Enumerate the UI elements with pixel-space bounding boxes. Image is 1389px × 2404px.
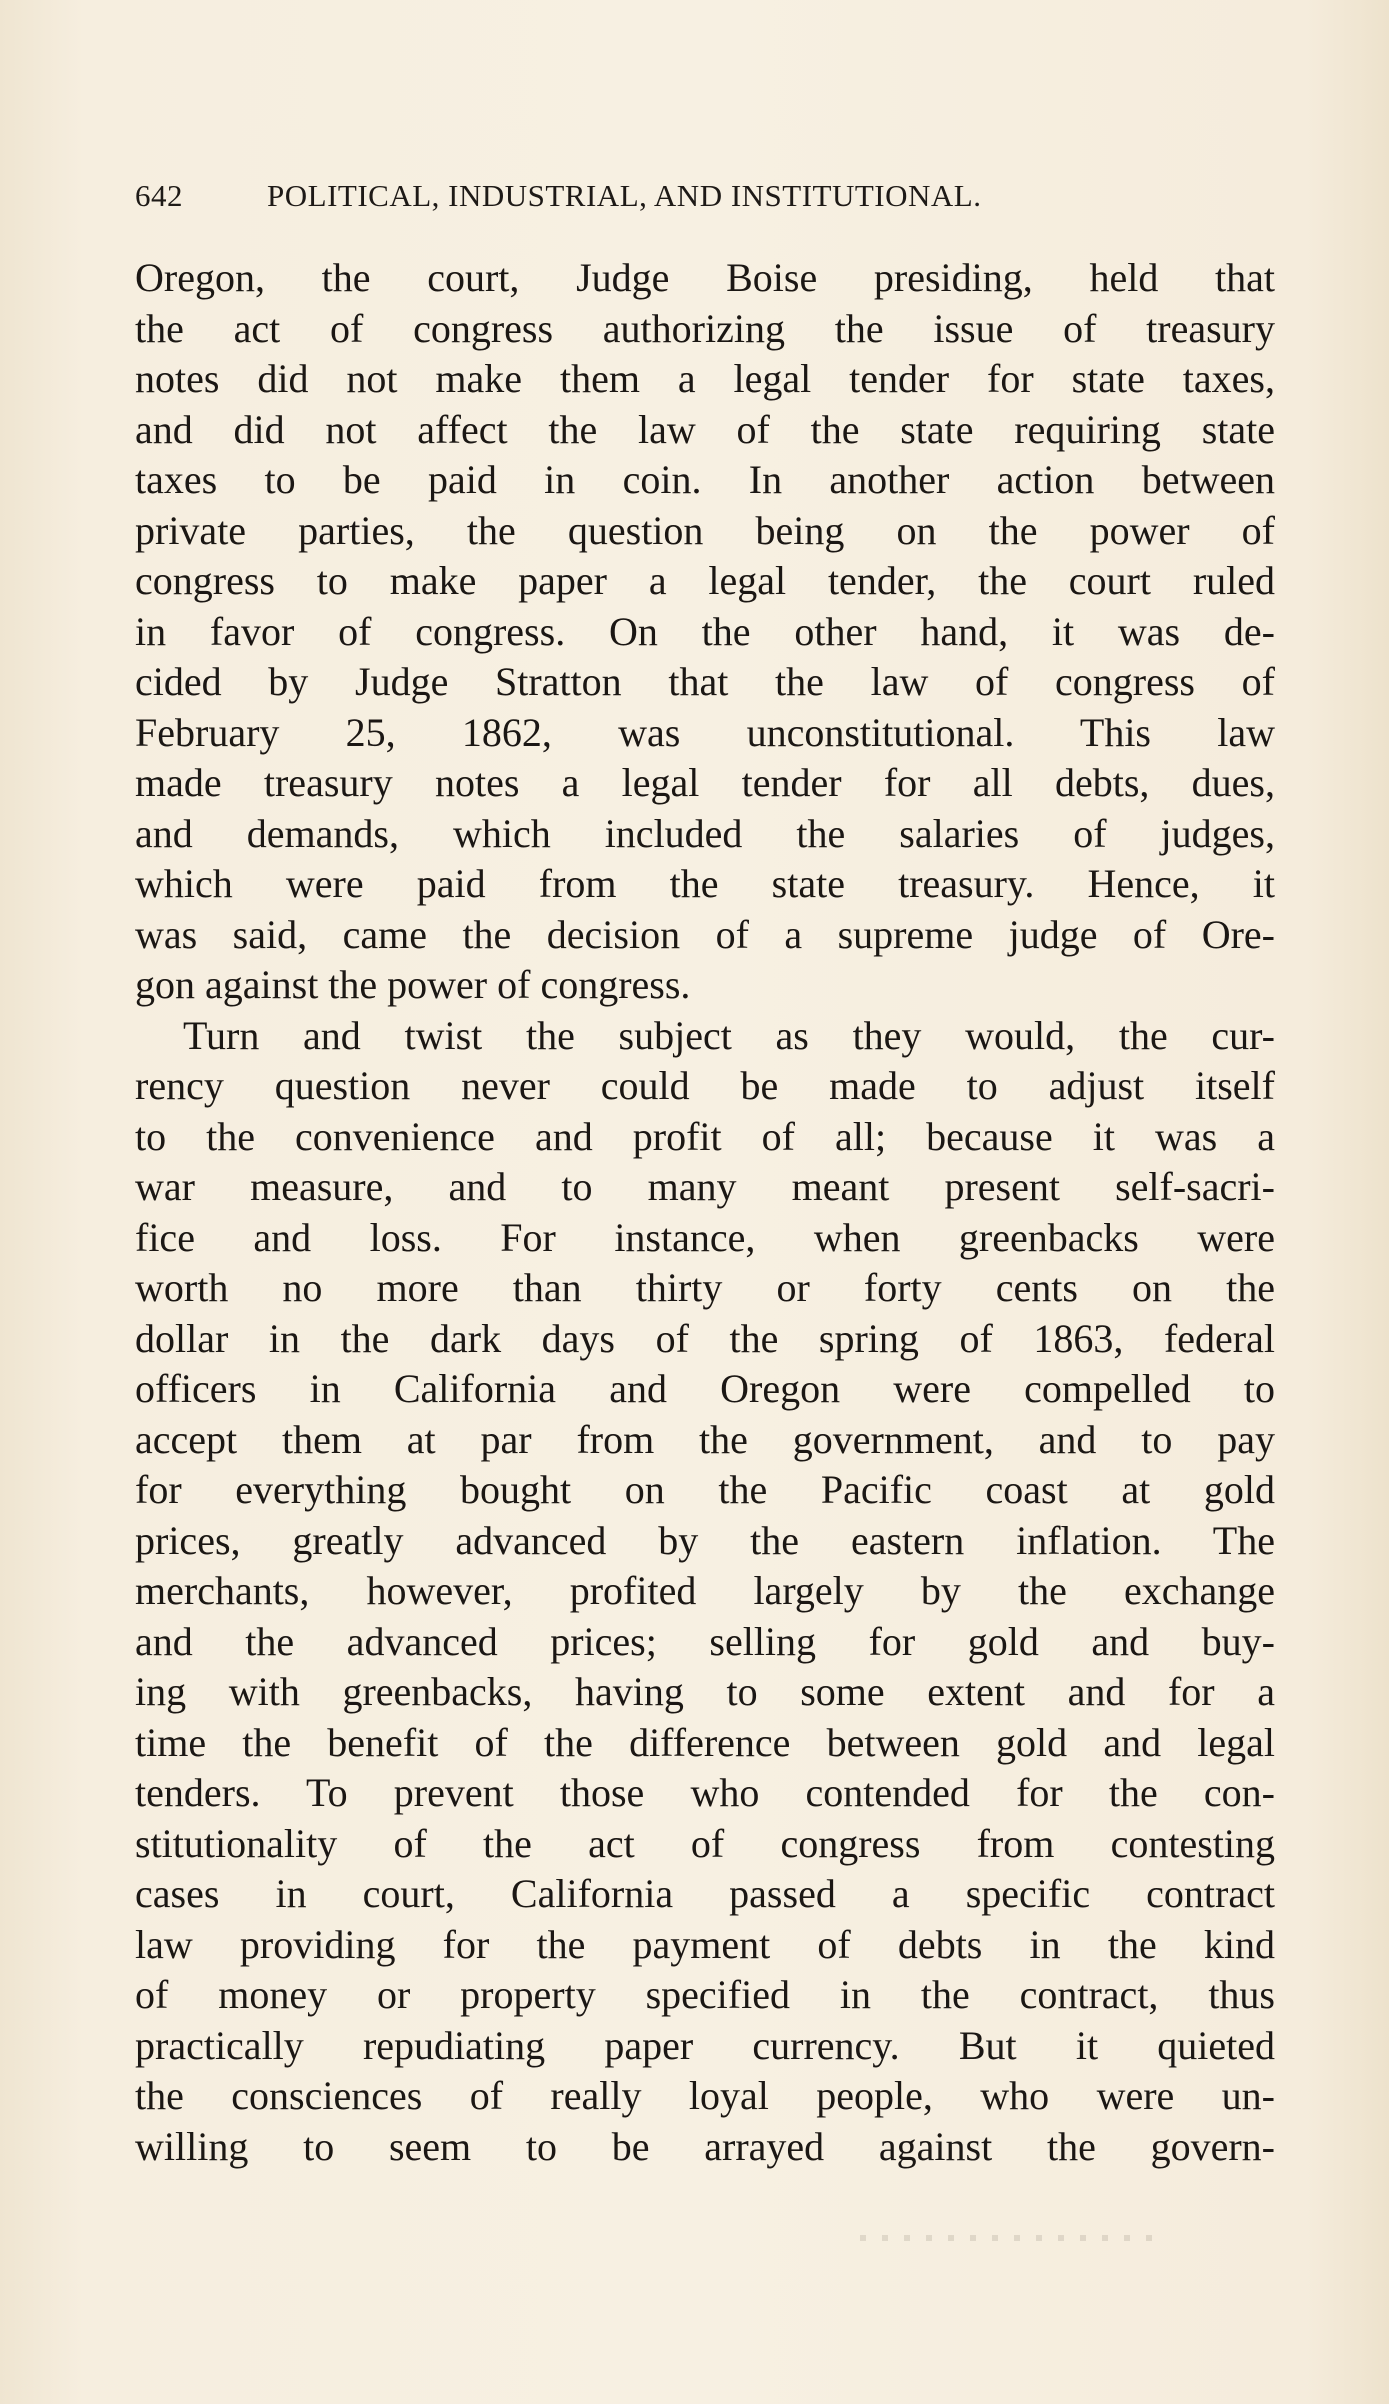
text-line: gon against the power of congress. (135, 962, 691, 1007)
text-line: dollar in the dark days of the spring of 1863, federal (135, 1315, 1275, 1361)
text-line: tenders. To prevent those who contended for the con- (135, 1770, 1275, 1815)
text-line: merchants, however, profited largely by the exchange (135, 1568, 1275, 1613)
text-line: and the advanced prices; selling for gold and buy- (135, 1618, 1275, 1664)
text-line: Turn and twist the subject as they would, the cur- (183, 1012, 1275, 1058)
text-line: rency question never could be made to adjust itself (135, 1063, 1275, 1108)
text-line: and did not affect the law of the state requiring state (135, 406, 1275, 452)
text-line: practically repudiating paper currency. But it quieted (135, 2022, 1275, 2068)
text-line: Oregon, the court, Judge Boise presiding, held that (135, 255, 1275, 300)
text-line: accept them at par from the government, and to pay (135, 1416, 1275, 1462)
text-line: ing with greenbacks, having to some extent and for a (135, 1669, 1275, 1714)
text-line: made treasury notes a legal tender for all debts, dues, (135, 760, 1275, 805)
text-line: the consciences of really loyal people, who were un- (135, 2073, 1275, 2118)
text-line: in favor of congress. On the other hand, it was de- (135, 608, 1275, 654)
text-line: law providing for the payment of debts in the kind (135, 1921, 1275, 1967)
text-line: taxes to be paid in coin. In another action between (135, 457, 1275, 502)
text-line: which were paid from the state treasury. Hence, it (135, 861, 1275, 906)
paragraph-2 (135, 1011, 1275, 2173)
running-head: POLITICAL, INDUSTRIAL, AND INSTITUTIONAL. (267, 178, 982, 213)
text-line: February 25, 1862, was unconstitutional. This law (135, 709, 1275, 755)
text-line: for everything bought on the Pacific coast at gold (135, 1467, 1275, 1512)
text-line: was said, came the decision of a supreme judge of Ore- (135, 911, 1275, 957)
text-line: worth no more than thirty or forty cents on the (135, 1265, 1275, 1310)
body-text (135, 253, 1275, 2172)
text-line: prices, greatly advanced by the eastern inflation. The (135, 1517, 1275, 1563)
print-smudge (860, 2235, 1160, 2241)
text-line: war measure, and to many meant present self-sacri- (135, 1164, 1275, 1209)
text-line: fice and loss. For instance, when greenbacks were (135, 1214, 1275, 1260)
text-line: cases in court, California passed a specific contract (135, 1871, 1275, 1916)
text-line: private parties, the question being on the power of (135, 507, 1275, 553)
text-line: willing to seem to be arrayed against the govern- (135, 2123, 1275, 2169)
text-line: the act of congress authorizing the issue of treasury (135, 305, 1275, 351)
text-line: notes did not make them a legal tender for state taxes, (135, 356, 1275, 401)
text-line: to the convenience and profit of all; because it was a (135, 1113, 1275, 1159)
page-header (135, 178, 1275, 222)
text-line: stitutionality of the act of congress from contesting (135, 1820, 1275, 1866)
page-number: 642 (135, 178, 183, 213)
text-line: congress to make paper a legal tender, the court ruled (135, 558, 1275, 603)
paragraph-1 (135, 253, 1275, 1011)
text-line: of money or property specified in the contract, thus (135, 1972, 1275, 2017)
text-line: time the benefit of the difference between gold and legal (135, 1719, 1275, 1765)
text-line: and demands, which included the salaries of judges, (135, 810, 1275, 856)
text-line: cided by Judge Stratton that the law of congress of (135, 659, 1275, 704)
text-line: officers in California and Oregon were compelled to (135, 1366, 1275, 1411)
